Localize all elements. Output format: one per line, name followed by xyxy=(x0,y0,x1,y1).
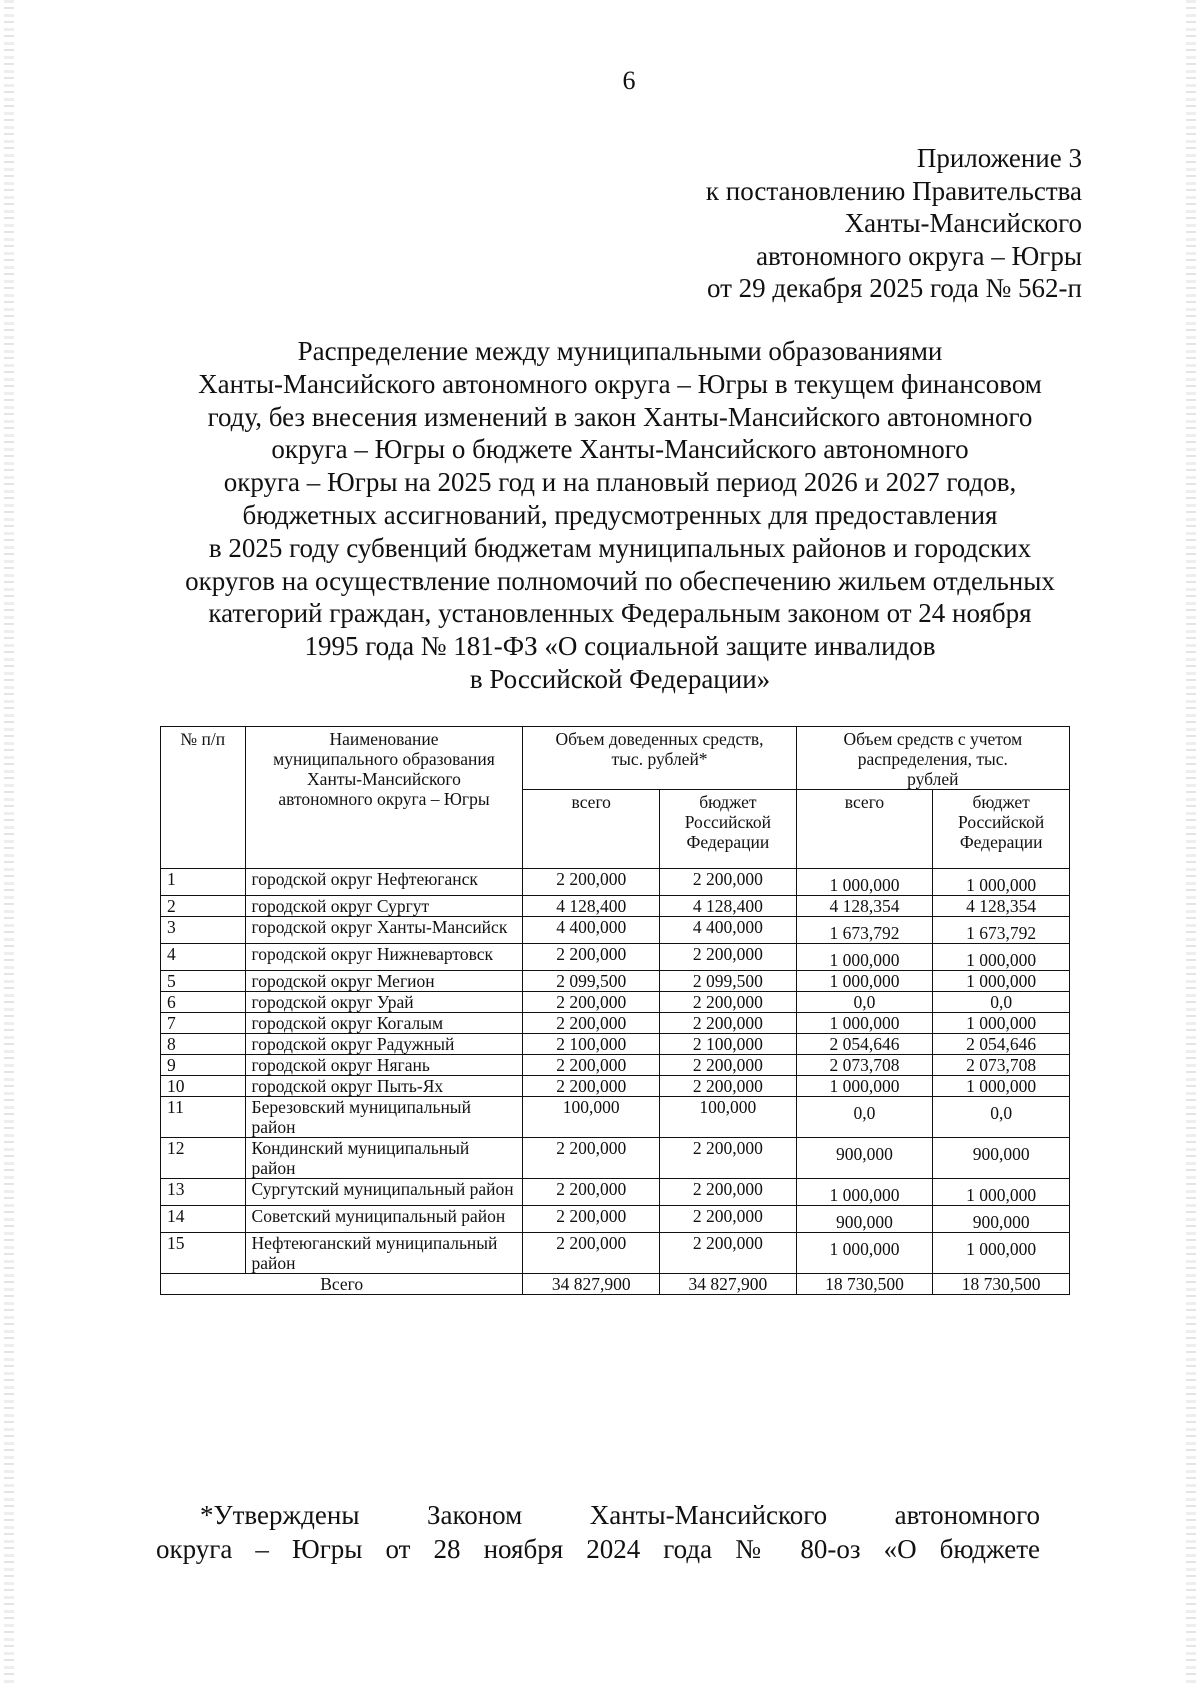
row-number: 4 xyxy=(161,944,246,971)
row-municipality-name: городской округ Урай xyxy=(245,992,523,1013)
header-alloc-federal: бюджет Российской Федерации xyxy=(660,790,797,869)
header-distributed: Объем средств с учетом распределения, тыс. рублей xyxy=(796,727,1069,790)
row-alloc-federal: 2 200,000 xyxy=(660,1179,797,1206)
row-municipality-name: городской округ Когалым xyxy=(245,1013,523,1034)
row-alloc-total: 2 200,000 xyxy=(523,1138,660,1179)
title-line: в 2025 году субвенций бюджетам муниципальных районов и городских xyxy=(208,532,1032,563)
row-municipality-name: городской округ Пыть-Ях xyxy=(245,1076,523,1097)
total-alloc-total: 34 827,900 xyxy=(523,1274,660,1295)
row-municipality-name: Сургутский муниципальный район xyxy=(245,1179,523,1206)
row-alloc-federal: 2 200,000 xyxy=(660,1076,797,1097)
row-alloc-federal: 4 400,000 xyxy=(660,917,797,944)
row-number: 5 xyxy=(161,971,246,992)
title-line: округа – Югры на 2025 год и на плановый период 2026 и 2027 годов, xyxy=(223,467,1017,498)
row-alloc-total: 2 200,000 xyxy=(523,992,660,1013)
footnote-line: *Утверждены Законом Ханты-Мансийского автономного xyxy=(200,1500,1040,1530)
row-number: 11 xyxy=(161,1097,246,1138)
row-alloc-federal: 2 200,000 xyxy=(660,1138,797,1179)
row-municipality-name: городской округ Мегион xyxy=(245,971,523,992)
row-number: 1 xyxy=(161,869,246,896)
title-line: 1995 года № 181-ФЗ «О социальной защите инвалидов xyxy=(304,631,936,662)
row-dist-federal: 1 000,000 xyxy=(933,1013,1070,1034)
row-dist-federal: 900,000 xyxy=(933,1206,1070,1233)
row-dist-federal: 0,0 xyxy=(933,992,1070,1013)
row-alloc-federal: 2 100,000 xyxy=(660,1034,797,1055)
row-alloc-total: 2 200,000 xyxy=(523,1076,660,1097)
row-dist-total: 4 128,354 xyxy=(796,896,933,917)
table-row xyxy=(161,1233,1070,1274)
row-dist-federal: 1 000,000 xyxy=(933,1076,1070,1097)
total-alloc-federal: 34 827,900 xyxy=(660,1274,797,1295)
table-row xyxy=(161,1034,1070,1055)
header-allocated: Объем доведенных средств, тыс. рублей* xyxy=(523,727,796,790)
row-municipality-name: городской округ Радужный xyxy=(245,1034,523,1055)
row-number: 8 xyxy=(161,1034,246,1055)
appendix-line: Ханты-Мансийского xyxy=(844,208,1082,238)
appendix-header xyxy=(706,142,1082,305)
row-dist-total: 0,0 xyxy=(796,1097,933,1138)
table-row xyxy=(161,1013,1070,1034)
row-alloc-total: 2 200,000 xyxy=(523,1179,660,1206)
row-dist-federal: 0,0 xyxy=(933,1097,1070,1138)
row-dist-federal: 4 128,354 xyxy=(933,896,1070,917)
row-dist-total: 1 000,000 xyxy=(796,869,933,896)
row-number: 6 xyxy=(161,992,246,1013)
title-line: округа – Югры о бюджете Ханты-Мансийского автономного xyxy=(271,434,969,465)
row-dist-total: 1 000,000 xyxy=(796,971,933,992)
row-municipality-name: Советский муниципальный район xyxy=(245,1206,523,1233)
row-number: 14 xyxy=(161,1206,246,1233)
row-alloc-total: 4 128,400 xyxy=(523,896,660,917)
appendix-line: автономного округа – Югры xyxy=(756,240,1082,271)
row-alloc-federal: 4 128,400 xyxy=(660,896,797,917)
row-alloc-total: 4 400,000 xyxy=(523,917,660,944)
table-row xyxy=(161,896,1070,917)
row-dist-total: 900,000 xyxy=(796,1206,933,1233)
row-dist-federal: 2 054,646 xyxy=(933,1034,1070,1055)
row-dist-federal: 1 000,000 xyxy=(933,1179,1070,1206)
row-municipality-name: городской округ Нефтеюганск xyxy=(245,869,523,896)
row-alloc-federal: 2 200,000 xyxy=(660,1206,797,1233)
row-number: 2 xyxy=(161,896,246,917)
row-alloc-federal: 2 200,000 xyxy=(660,1055,797,1076)
row-number: 9 xyxy=(161,1055,246,1076)
row-alloc-federal: 2 099,500 xyxy=(660,971,797,992)
footnote xyxy=(156,1498,1040,1566)
row-alloc-federal: 2 200,000 xyxy=(660,1013,797,1034)
row-alloc-total: 2 100,000 xyxy=(523,1034,660,1055)
appendix-line: от 29 декабря 2025 года № 562-п xyxy=(706,273,1082,303)
table-row xyxy=(161,1076,1070,1097)
row-dist-total: 1 000,000 xyxy=(796,1233,933,1274)
row-alloc-total: 2 200,000 xyxy=(523,1013,660,1034)
total-row xyxy=(161,1274,1070,1295)
header-name: Наименование муниципального образования Ханты-Мансийского автономного округа – Югры xyxy=(245,727,523,869)
table-row xyxy=(161,869,1070,896)
row-dist-federal: 2 073,708 xyxy=(933,1055,1070,1076)
row-number: 15 xyxy=(161,1233,246,1274)
row-dist-federal: 1 000,000 xyxy=(933,1233,1070,1274)
row-alloc-federal: 2 200,000 xyxy=(660,992,797,1013)
appendix-line: Приложение 3 xyxy=(916,143,1082,173)
table-row xyxy=(161,1206,1070,1233)
row-dist-total: 0,0 xyxy=(796,992,933,1013)
row-number: 13 xyxy=(161,1179,246,1206)
row-alloc-total: 2 200,000 xyxy=(523,1055,660,1076)
scan-edge-right xyxy=(1186,0,1196,1686)
row-municipality-name: городской округ Сургут xyxy=(245,896,523,917)
distribution-table xyxy=(160,726,1070,1295)
row-number: 10 xyxy=(161,1076,246,1097)
row-number: 7 xyxy=(161,1013,246,1034)
row-dist-total: 1 673,792 xyxy=(796,917,933,944)
row-dist-total: 900,000 xyxy=(796,1138,933,1179)
row-number: 3 xyxy=(161,917,246,944)
header-dist-federal: бюджет Российской Федерации xyxy=(933,790,1070,869)
row-alloc-federal: 2 200,000 xyxy=(660,944,797,971)
table-row xyxy=(161,992,1070,1013)
document-title xyxy=(150,335,1090,696)
title-line: году, без внесения изменений в закон Ханты-Мансийского автономного xyxy=(207,401,1033,432)
table-row xyxy=(161,1138,1070,1179)
title-line: Ханты-Мансийского автономного округа – Югры в текущем финансовом xyxy=(198,368,1042,399)
total-dist-federal: 18 730,500 xyxy=(933,1274,1070,1295)
appendix-line: к постановлению Правительства xyxy=(705,175,1082,206)
table-row xyxy=(161,971,1070,992)
row-alloc-total: 2 099,500 xyxy=(523,971,660,992)
row-dist-total: 2 054,646 xyxy=(796,1034,933,1055)
header-dist-total: всего xyxy=(796,790,933,869)
row-dist-total: 1 000,000 xyxy=(796,1076,933,1097)
row-municipality-name: городской округ Ханты-Мансийск xyxy=(245,917,523,944)
row-dist-federal: 1 673,792 xyxy=(933,917,1070,944)
table-row xyxy=(161,917,1070,944)
row-dist-total: 1 000,000 xyxy=(796,944,933,971)
title-line: Распределение между муниципальными образованиями xyxy=(297,336,943,366)
footnote-line: округа – Югры от 28 ноября 2024 года № 80-оз «О бюджете xyxy=(156,1534,1040,1564)
row-alloc-federal: 100,000 xyxy=(660,1097,797,1138)
row-municipality-name: Нефтеюганский муниципальный район xyxy=(245,1233,523,1274)
total-label: Всего xyxy=(161,1274,523,1295)
row-alloc-federal: 2 200,000 xyxy=(660,869,797,896)
row-alloc-total: 2 200,000 xyxy=(523,1233,660,1274)
table-row xyxy=(161,1097,1070,1138)
total-dist-total: 18 730,500 xyxy=(796,1274,933,1295)
row-alloc-total: 2 200,000 xyxy=(523,869,660,896)
title-line: бюджетных ассигнований, предусмотренных для предоставления xyxy=(242,499,998,530)
row-dist-federal: 1 000,000 xyxy=(933,944,1070,971)
row-dist-federal: 1 000,000 xyxy=(933,869,1070,896)
row-municipality-name: городской округ Нягань xyxy=(245,1055,523,1076)
row-alloc-total: 2 200,000 xyxy=(523,1206,660,1233)
title-line: в Российской Федерации» xyxy=(469,663,771,694)
row-alloc-total: 100,000 xyxy=(523,1097,660,1138)
row-municipality-name: городской округ Нижневартовск xyxy=(245,944,523,971)
row-municipality-name: Кондинский муниципальный район xyxy=(245,1138,523,1179)
row-dist-total: 1 000,000 xyxy=(796,1179,933,1206)
table-row xyxy=(161,944,1070,971)
row-dist-total: 1 000,000 xyxy=(796,1013,933,1034)
row-dist-federal: 900,000 xyxy=(933,1138,1070,1179)
row-dist-total: 2 073,708 xyxy=(796,1055,933,1076)
scan-edge-left xyxy=(4,0,14,1686)
header-alloc-total: всего xyxy=(523,790,660,869)
row-municipality-name: Березовский муниципальный район xyxy=(245,1097,523,1138)
row-alloc-total: 2 200,000 xyxy=(523,944,660,971)
header-num: № п/п xyxy=(161,727,246,869)
row-dist-federal: 1 000,000 xyxy=(933,971,1070,992)
title-line: категорий граждан, установленных Федеральным законом от 24 ноября xyxy=(208,598,1032,629)
row-alloc-federal: 2 200,000 xyxy=(660,1233,797,1274)
table-header-row xyxy=(161,727,1070,790)
row-number: 12 xyxy=(161,1138,246,1179)
page-number: 6 xyxy=(622,66,636,95)
table-row xyxy=(161,1055,1070,1076)
table-row xyxy=(161,1179,1070,1206)
title-line: округов на осуществление полномочий по обеспечению жильем отдельных xyxy=(185,565,1055,596)
